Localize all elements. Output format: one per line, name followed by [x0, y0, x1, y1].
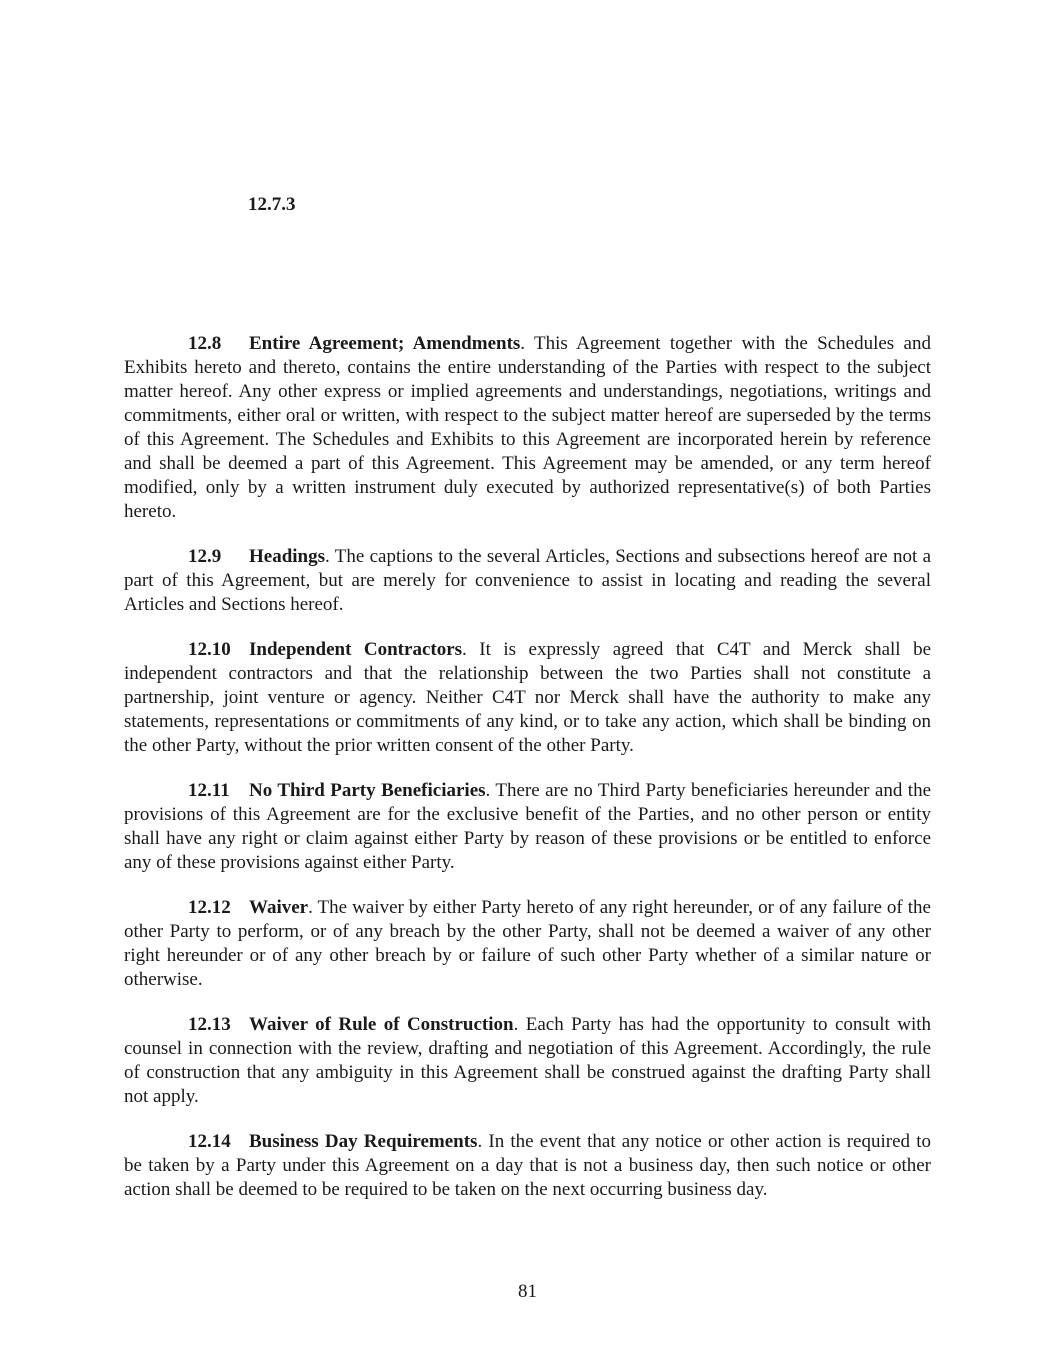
section-12-8 [124, 332, 931, 524]
section-12-14 [124, 1130, 931, 1202]
section-title: Business Day Requirements [249, 1131, 478, 1152]
section-number: 12.8 [188, 333, 222, 354]
section-number: 12.13 [188, 1014, 231, 1035]
section-12-13 [124, 1013, 931, 1109]
section-12-12 [124, 896, 931, 992]
section-text: . This Agreement together with the Schedules and Exhibits hereto and thereto, contains the entire understanding of the Parties with respect to the subject matter hereof. Any other express or implied agreements and understandings, negotiations, writings and commitments, either oral or written, with respect to the subject matter hereof are superseded by the terms of this Agreement. The Schedules and Exhibits to this Agreement are incorporated herein by reference and shall be deemed a part of this Agreement. This Agreement may be amended, or any term hereof modified, only by a written instrument duly executed by authorized representative(s) of both Parties hereto. [124, 333, 931, 522]
section-text: . There are no Third Party beneficiaries hereunder and the provisions of this Agreement are for the exclusive benefit of the Parties, and no other person or entity shall have any right or claim against either Party by reason of these provisions or be entitled to enforce any of these provisions against either Party. [124, 780, 931, 873]
section-number: 12.14 [188, 1131, 231, 1152]
section-number: 12.12 [188, 897, 231, 918]
subsection-number-heading: 12.7.3 [248, 194, 296, 215]
page-number: 81 [518, 1281, 537, 1302]
section-title: Waiver of Rule of Construction [249, 1014, 514, 1035]
section-text: . In the event that any notice or other action is required to be taken by a Party under this Agreement on a day that is not a business day, then such notice or other action shall be deemed to be required to be taken on the next occurring business day. [124, 1131, 931, 1200]
section-12-9 [124, 545, 931, 617]
section-title: Headings [249, 546, 326, 567]
section-number: 12.11 [188, 780, 230, 801]
section-12-11 [124, 779, 931, 875]
section-number: 12.9 [188, 546, 222, 567]
section-title: Independent Contractors [249, 639, 463, 660]
section-text: . The captions to the several Articles, Sections and subsections hereof are not a part of this Agreement, but are merely for convenience to assist in locating and reading the several Articles and Sections hereof. [124, 546, 931, 615]
section-number: 12.10 [188, 639, 231, 660]
section-12-10 [124, 638, 931, 758]
section-title: Waiver [249, 897, 309, 918]
section-text: . The waiver by either Party hereto of any right hereunder, or of any failure of the other Party to perform, or of any breach by the other Party, shall not be deemed a waiver of any other right hereunder or of any other breach by or failure of such other Party whether of a similar nature or otherwise. [124, 897, 931, 990]
section-title: Entire Agreement; Amendments [249, 333, 521, 354]
document-body [124, 332, 931, 1223]
section-title: No Third Party Beneficiaries [249, 780, 486, 801]
section-text: . It is expressly agreed that C4T and Merck shall be independent contractors and that the relationship between the two Parties shall not constitute a partnership, joint venture or agency. Neither C4T nor Merck shall have the authority to make any statements, representations or commitments of any kind, or to take any action, which shall be binding on the other Party, without the prior written consent of the other Party. [124, 639, 931, 756]
section-text: . Each Party has had the opportunity to consult with counsel in connection with the review, drafting and negotiation of this Agreement. Accordingly, the rule of construction that any ambiguity in this Agreement shall be construed against the drafting Party shall not apply. [124, 1014, 932, 1107]
